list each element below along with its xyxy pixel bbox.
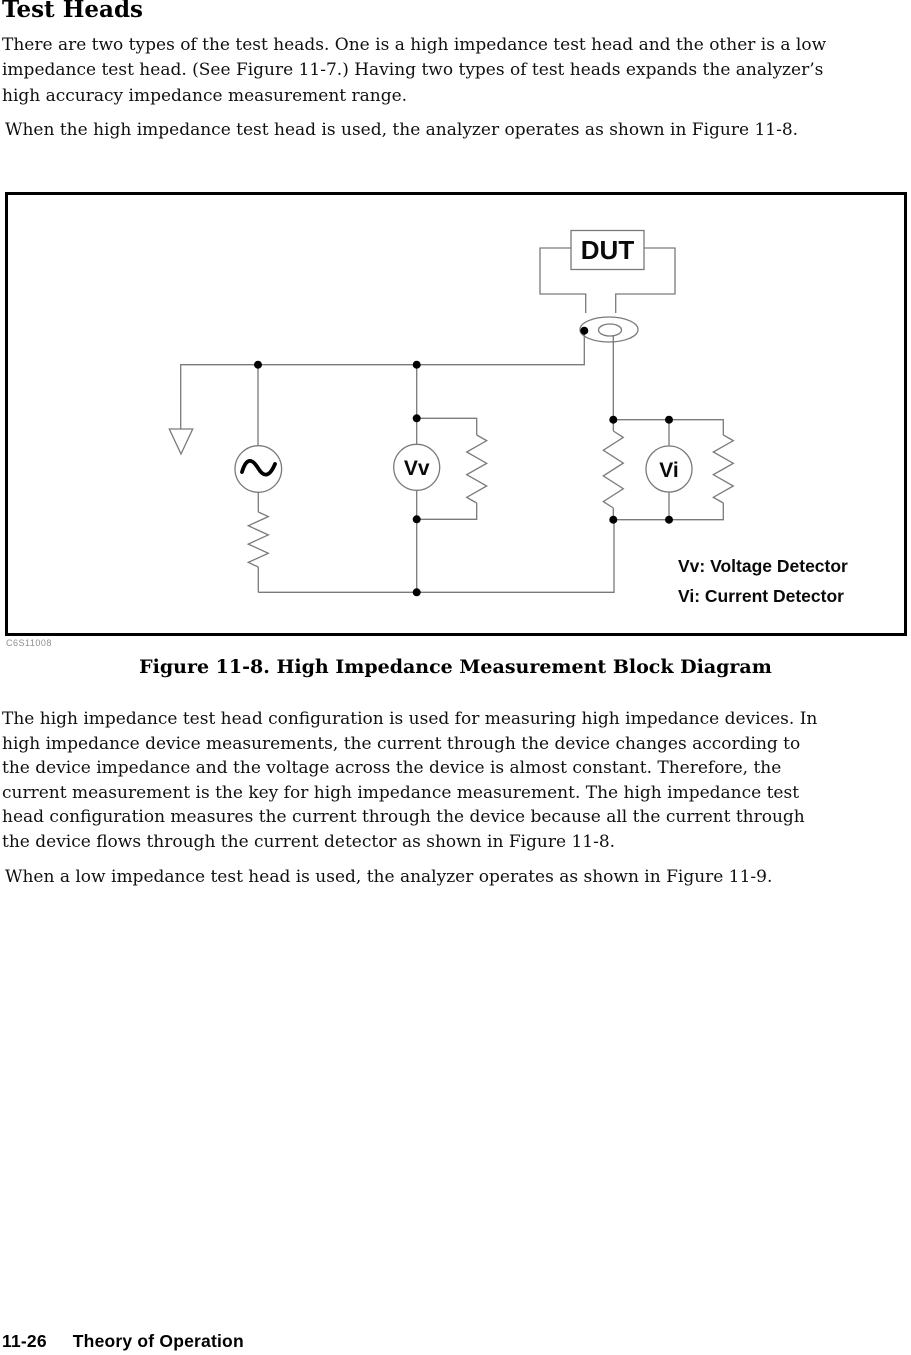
source-resistor <box>248 512 268 567</box>
circuit-diagram-svg <box>8 195 904 633</box>
legend-vi: Vi: Current Detector <box>678 586 844 606</box>
node-dot <box>665 416 673 424</box>
text-line: the device impedance and the voltage across the device is almost constant. Therefore, the <box>2 758 782 779</box>
top-bus-wire <box>181 331 585 429</box>
text-line: high accuracy impedance measurement range. <box>2 85 408 106</box>
text-line: The high impedance test head configuration is used for measuring high impedance devices. In <box>2 709 818 729</box>
paragraph-high-impedance-intro <box>2 118 798 143</box>
node-dot <box>254 361 262 369</box>
figure-frame <box>5 192 907 636</box>
node-dot <box>413 588 421 596</box>
node-dot <box>413 361 421 369</box>
text-line: When the high impedance test head is used, the analyzer operates as shown in Figure 11-8. <box>5 120 799 140</box>
page-title: Test Heads <box>2 0 143 23</box>
node-dot <box>413 414 421 422</box>
dut-label: DUT <box>580 235 635 265</box>
node-dot <box>609 516 617 524</box>
text-line: impedance test head. (See Figure 11-7.) Having two types of test heads expands the analyzer’s <box>2 60 824 81</box>
vv-shunt-top-wire <box>417 418 477 435</box>
text-line: When a low impedance test head is used, the analyzer operates as shown in Figure 11-9. <box>5 867 773 887</box>
paragraph-high-impedance-body <box>2 707 817 855</box>
text-line: high impedance device measurements, the current through the device changes according to <box>2 733 801 754</box>
page-footer <box>2 1331 244 1352</box>
vv-label: Vv <box>403 457 430 480</box>
paragraph-intro <box>2 33 826 109</box>
text-line: head configuration measures the current through the device because all the current through <box>2 807 805 828</box>
vv-shunt-bottom-wire <box>417 503 477 519</box>
node-dot <box>609 416 617 424</box>
bottom-bus-wire <box>258 520 614 592</box>
paragraph-low-impedance-intro <box>2 865 772 890</box>
vv-shunt-resistor <box>467 435 487 503</box>
vi-left-resistor <box>603 431 623 508</box>
node-dot <box>665 516 673 524</box>
node-dot <box>413 515 421 523</box>
node-dot <box>580 327 588 335</box>
vi-label: Vi <box>659 459 679 482</box>
legend-vv: Vv: Voltage Detector <box>678 556 848 576</box>
toroid-inner-icon <box>599 324 622 336</box>
footer-page-number: 11-26 <box>2 1331 47 1351</box>
figure-drawing-id: C6S11008 <box>6 638 52 648</box>
text-line: There are two types of the test heads. One is a high impedance test head and the other is a low <box>2 35 827 55</box>
figure-caption: Figure 11-8. High Impedance Measurement Block Diagram <box>139 656 772 678</box>
ground-icon <box>169 429 192 454</box>
text-line: current measurement is the key for high impedance measurement. The high impedance test <box>2 782 800 803</box>
text-line: the device flows through the current detector as shown in Figure 11-8. <box>2 831 616 852</box>
vi-right-resistor <box>713 435 733 503</box>
footer-section-title: Theory of Operation <box>72 1331 244 1351</box>
